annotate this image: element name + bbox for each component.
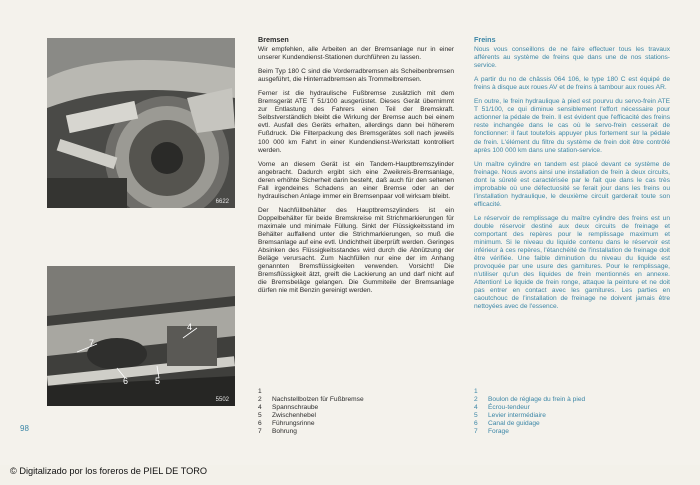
legend-text: Boulon de réglage du frein à pied xyxy=(488,396,586,404)
legend-row xyxy=(474,388,585,396)
legend-row xyxy=(474,428,585,436)
legend-row xyxy=(474,396,585,404)
legend-number: 1 xyxy=(258,388,262,395)
legend-row xyxy=(474,412,585,420)
legend-text: Bohrung xyxy=(272,428,297,436)
callout-label: 4 xyxy=(187,322,193,332)
legend-text: Écrou-tendeur xyxy=(488,404,530,412)
legend-number: 1 xyxy=(474,388,478,395)
french-paragraph: Le réservoir de remplissage du maître cylindre des freins est un double réservoir destiné aux deux circuits de freinage et comportant des repères pour le remplissage maximum et minimum. Si le niveau du liquide contenu dans le réservoir est inférieur à ces repères, l'étanchéité de l'installation de freinage doit être vérifiée. Une faible diminution du niveau du liquide est provoquée par une usure des garnitures. Pour le remplissage, n'utiliser qu'un des liquides de frein mentionnés en annexe. Attention! Le liquide de frein ronge, attaque la peinture et ne doit pas entrer en contact avec les garnitures. Les parties en caoutchouc de l'installation de freinage ne doivent jamais être nettoyées avec de l'essence. xyxy=(474,214,670,311)
legend-number: 2 xyxy=(474,396,478,404)
page-number: 98 xyxy=(20,424,29,433)
legend-row xyxy=(474,420,585,428)
german-text-column xyxy=(258,36,454,301)
legend-number: 6 xyxy=(258,420,262,428)
legend-number: 7 xyxy=(474,428,478,436)
french-paragraph: A partir du no de châssis 064 106, le type 180 C est équipé de freins à disque aux roues AV et de freins à tambour aux roues AR. xyxy=(474,76,670,92)
german-paragraph: Ferner ist die hydraulische Fußbremse zusätzlich mit dem Bremsgerät ATE T 51/100 ausgerüstet. Dieses Gerät übernimmt zur Entlastung des Fahrers einen Teil der Bremskraft. Selbstverständlich bleibt die Wirkung der Bremse auch bei einem evtl. Ausfall des Geräts erhalten, allerdings dann bei höherem Fußdruck. Die Filterpackung des Bremsgerätes soll nach jeweils 100 000 km Fahrt in einer Kundendienst-Werkstatt kontrolliert werden. xyxy=(258,90,454,154)
photo-number: 5502 xyxy=(215,397,229,403)
german-legend xyxy=(258,388,364,437)
german-paragraph: Beim Typ 180 C sind die Vorderradbremsen als Scheibenbremsen ausgeführt, die Hinterradbremsen als Trommelbremsen. xyxy=(258,68,454,84)
brake-adjuster-photo xyxy=(47,266,235,406)
legend-row xyxy=(258,388,364,396)
legend-text: Zwischenhebel xyxy=(272,412,316,420)
photo-number: 6622 xyxy=(215,199,229,205)
disc-brake-photo xyxy=(47,38,235,208)
french-paragraph: En outre, le frein hydraulique à pied est pourvu du servo-frein ATE T 51/100, ce qui diminue sensiblement l'effort nécessaire pour actionner la pédale de frein. Il est évident que l'efficacité des freins reste inchangée dans le cas où le servo-frein cesserait de fonctionner: il faut toutefois appuyer plus fortement sur la pédale de frein. L'élément du filtre du système de frein doit être contrôlé après 100 000 km dans une station-service. xyxy=(474,98,670,154)
callout-label: 7 xyxy=(89,338,95,348)
legend-row xyxy=(258,404,364,412)
disc-brake-illustration xyxy=(47,38,235,208)
callout-label: 5 xyxy=(155,376,161,386)
legend-number: 6 xyxy=(474,420,478,428)
french-paragraph: Un maître cylindre en tandem est placé devant ce système de freinage. Nous avons ainsi une installation de frein à deux circuits, dont la sûreté est caractérisée par le fait que dans le cas très improbable où une défectuosité se ferait jour dans les freins ou l'installation hydraulique, le deuxième circuit garderait toute son efficacité. xyxy=(474,160,670,208)
legend-text: Spannschraube xyxy=(272,404,319,412)
legend-row xyxy=(258,412,364,420)
legend-row xyxy=(258,428,364,436)
scan-credit: © Digitalizado por los foreros de PIEL DE TORO xyxy=(10,466,208,476)
german-paragraph: Wir empfehlen, alle Arbeiten an der Bremsanlage nur in einer unserer Kundendienst-Stationen durchführen zu lassen. xyxy=(258,46,454,62)
legend-number: 5 xyxy=(258,412,262,420)
legend-row xyxy=(474,404,585,412)
legend-row xyxy=(258,420,364,428)
legend-text: Canal de guidage xyxy=(488,420,540,428)
legend-number: 4 xyxy=(474,404,478,412)
french-legend xyxy=(474,388,585,437)
french-text-column xyxy=(474,36,670,317)
legend-text: Nachstellbolzen für Fußbremse xyxy=(272,396,364,404)
french-paragraph: Nous vous conseillons de ne faire effectuer tous les travaux afférents au système de freins que dans une de nos stations-service. xyxy=(474,46,670,70)
brake-adjuster-illustration xyxy=(47,266,235,406)
legend-number: 7 xyxy=(258,428,262,436)
legend-number: 2 xyxy=(258,396,262,404)
legend-row xyxy=(258,396,364,404)
legend-text: Führungsrinne xyxy=(272,420,315,428)
german-paragraph: Vorne an diesem Gerät ist ein Tandem-Hauptbremszylinder angebracht. Dadurch ergibt sich eine Zweikreis-Bremsanlage, deren erhöhte Sicherheit darin besteht, daß auch für den seltenen Fall irgendeines Schadens an einer Bremse oder an der hydraulischen Anlage immer ein Bremsenpaar voll wirksam bleibt. xyxy=(258,160,454,200)
legend-number: 4 xyxy=(258,404,262,412)
german-paragraph: Der Nachfüllbehälter des Hauptbremszylinders ist ein Doppelbehälter für beide Bremskreise mit Strichmarkierungen für maximale und minimale Füllung. Sinkt der Flüssigkeitsstand im Behälter auffallend unter die Strichmarkierungen, so muß die Bremsanlage auf eine evtl. Undichtheit überprüft werden. Geringes Absinken des Flüssigkeitsstandes wird durch die Abnützung der Beläge verursacht. Zum Nachfüllen nur eine der im Anhang genannten Bremsflüssigkeiten verwenden. Vorsicht! Die Bremsflüssigkeit ätzt, greift die Lackierung an und darf nicht auf die Bremsbeläge gelangen. Die Gummiteile der Bremsanlage dürfen nie mit Benzin gereinigt werden. xyxy=(258,206,454,295)
german-heading: Bremsen xyxy=(258,35,289,44)
callout-label: 6 xyxy=(123,376,129,386)
legend-text: Forage xyxy=(488,428,509,436)
legend-text: Levier intermédiaire xyxy=(488,412,546,420)
french-heading: Freins xyxy=(474,35,496,44)
legend-number: 5 xyxy=(474,412,478,420)
